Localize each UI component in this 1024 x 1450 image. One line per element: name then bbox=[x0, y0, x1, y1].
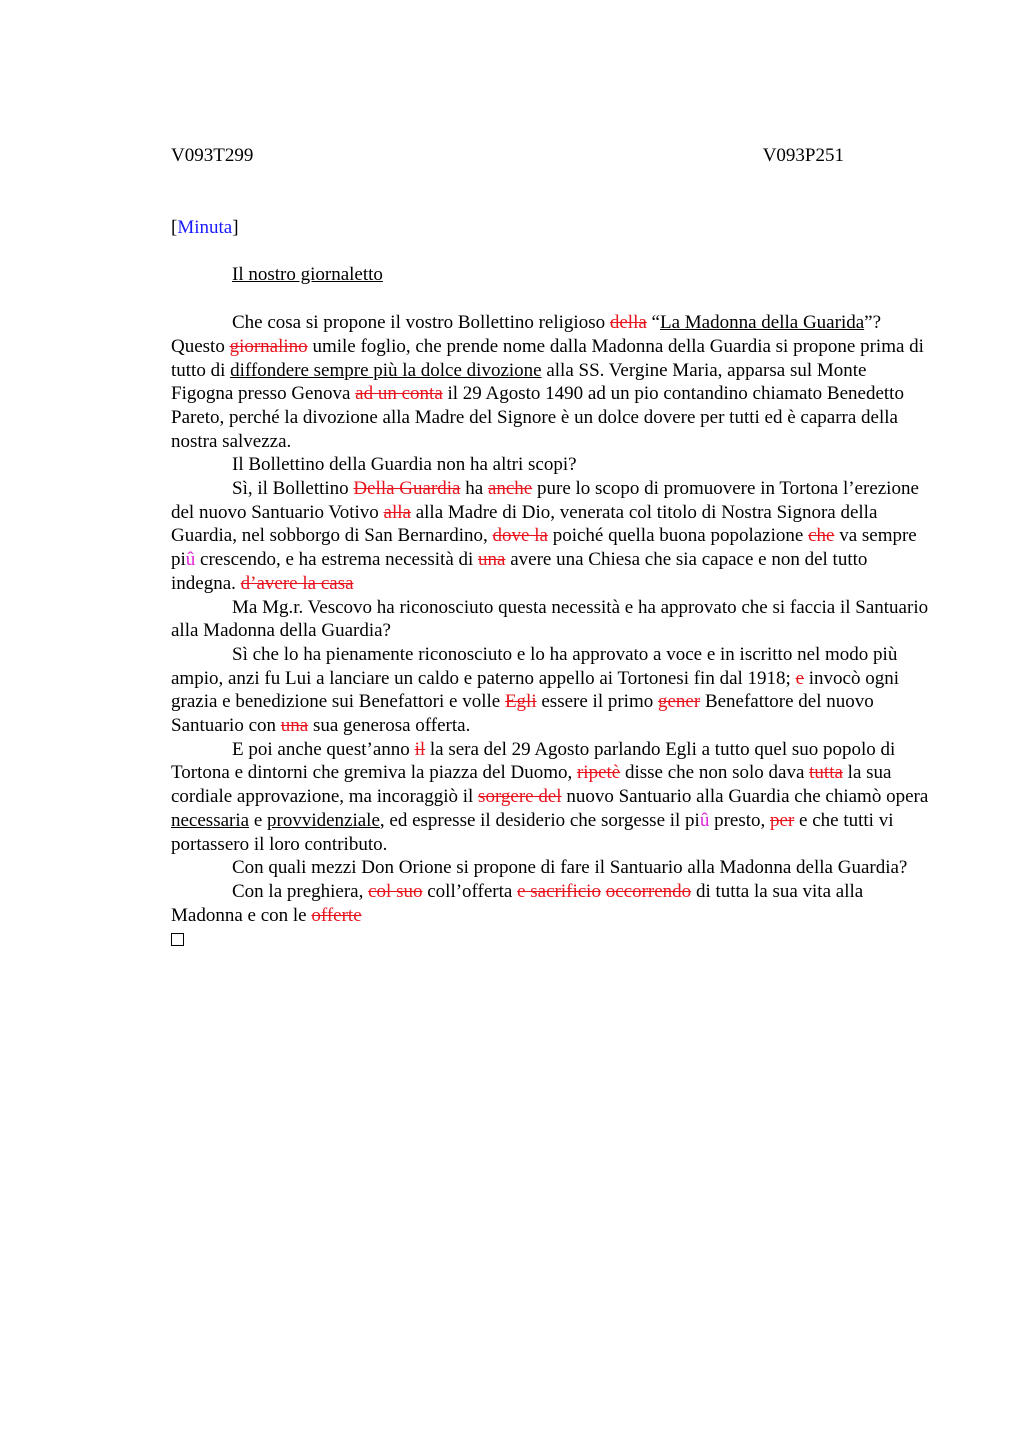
text-run: ”? Questo bbox=[171, 312, 882, 357]
end-square-marker bbox=[171, 933, 184, 946]
text-run: umile foglio, che prende nome dalla Madonna della Guardia si propone prima di tutto di bbox=[171, 335, 924, 381]
text-run: e bbox=[249, 809, 267, 831]
text-run: Che cosa si propone il vostro Bollettino religioso bbox=[232, 312, 610, 334]
deleted-text: tutta bbox=[809, 762, 843, 784]
deleted-text: e bbox=[795, 667, 805, 689]
text-run: invocò ogni grazia e benedizione sui Benefattori e volle bbox=[171, 667, 900, 713]
deleted-text: Egli bbox=[504, 691, 537, 713]
text-run: Con quali mezzi Don Orione si propone di fare il Santuario alla Madonna della Guardia? bbox=[232, 857, 908, 879]
paragraph bbox=[171, 596, 931, 643]
corrected-char: û bbox=[185, 549, 196, 571]
text-run: la sera del 29 Agosto parlando Egli a tutto quel suo popolo di Tortona e dintorni che gremiva la piazza del Duomo, bbox=[171, 738, 896, 784]
paragraph bbox=[171, 880, 931, 927]
document-page bbox=[171, 144, 931, 953]
left-code: V093T299 bbox=[171, 145, 254, 166]
underlined-text: necessaria bbox=[171, 809, 250, 831]
text-run: Sì che lo ha pienamente riconosciuto e lo ha approvato a voce e in iscritto nel modo più ampio, anzi fu Lui a lanciare un caldo e paterno appello ai Tortonesi fin dal 1918; bbox=[171, 643, 898, 689]
text-run: Benefattore del nuovo Santuario con bbox=[171, 691, 874, 737]
corrected-char: û bbox=[699, 809, 710, 831]
deleted-text: col suo bbox=[368, 880, 423, 902]
text-run: Con la preghiera, bbox=[232, 880, 369, 902]
deleted-text: gener bbox=[657, 691, 701, 713]
deleted-text: d’avere la casa bbox=[240, 572, 354, 594]
text-run: sua generosa offerta. bbox=[308, 715, 471, 737]
deleted-text: una bbox=[478, 549, 506, 571]
text-run: va sempre pi bbox=[171, 525, 917, 571]
right-code: V093P251 bbox=[762, 145, 844, 166]
deleted-text: il bbox=[414, 738, 426, 760]
text-run: pure lo scopo di promuovere in Tortona l’erezione del nuovo Santuario Votivo bbox=[171, 478, 919, 523]
text-run: presto, bbox=[709, 809, 771, 831]
underlined-text: La Madonna della Guarida bbox=[659, 312, 865, 334]
deleted-text: Della Guardia bbox=[353, 478, 461, 500]
paragraph bbox=[171, 643, 931, 738]
document-body bbox=[171, 311, 931, 927]
text-run: avere una Chiesa che sia capace e non del tutto indegna. bbox=[171, 549, 868, 594]
text-run: disse che non solo dava bbox=[620, 762, 810, 784]
deleted-text: giornalino bbox=[229, 335, 308, 357]
deleted-text: dove la bbox=[492, 525, 548, 547]
text-run: nuovo Santuario alla Guardia che chiamò opera bbox=[561, 786, 929, 808]
text-run: essere il primo bbox=[536, 691, 658, 713]
text-run: , ed espresse il desiderio che sorgesse il pi bbox=[379, 809, 700, 831]
minuta-label: Minuta bbox=[177, 216, 233, 238]
deleted-text: e sacrificio bbox=[517, 880, 601, 902]
deleted-text: alla bbox=[383, 501, 411, 523]
deleted-text: sorgere del bbox=[478, 786, 562, 808]
text-run: e che tutti vi portassero il loro contributo. bbox=[171, 809, 894, 855]
paragraph bbox=[171, 738, 931, 857]
text-run: Ma Mg.r. Vescovo ha riconosciuto questa necessità e ha approvato che si faccia il Santuario alla Madonna della Guardia? bbox=[171, 596, 929, 642]
paragraph bbox=[171, 477, 931, 596]
text-run: la sua cordiale approvazione, ma incoraggiò il bbox=[171, 762, 892, 808]
minuta-tag: [Minuta] bbox=[171, 216, 239, 238]
deleted-text: occorrendo bbox=[605, 880, 692, 902]
underlined-text: diffondere sempre più la dolce divozione bbox=[230, 359, 542, 381]
paragraph bbox=[171, 856, 931, 880]
text-run: “ bbox=[646, 312, 660, 334]
text-run: coll’offerta bbox=[422, 880, 518, 902]
underlined-text: provvidenziale bbox=[267, 809, 380, 831]
paragraph bbox=[171, 453, 931, 477]
text-run: Il Bollettino della Guardia non ha altri scopi? bbox=[232, 454, 577, 476]
text-run: ha bbox=[460, 478, 488, 500]
document-title: Il nostro giornaletto bbox=[232, 264, 383, 286]
document-header bbox=[171, 144, 844, 168]
text-run: alla Madre di Dio, venerata col titolo di Nostra Signora della Guardia, nel sobborgo di San Bernardino, bbox=[171, 501, 878, 547]
text-run: alla SS. Vergine Maria, apparsa sul Monte Figogna presso Genova bbox=[171, 359, 867, 405]
text-run: il 29 Agosto 1490 ad un pio contandino chiamato Benedetto Pareto, perché la divozione alla Madre del Signore è un dolce dovere per tutti ed è caparra della nostra salvezza. bbox=[171, 383, 904, 452]
deleted-text: della bbox=[609, 312, 647, 334]
deleted-text: per bbox=[770, 809, 795, 831]
deleted-text: anche bbox=[487, 478, 533, 500]
text-run: E poi anche quest’anno bbox=[232, 738, 415, 760]
paragraph bbox=[171, 311, 931, 453]
text-run: di tutta la sua vita alla Madonna e con le bbox=[171, 880, 864, 926]
deleted-text: offerte bbox=[311, 904, 362, 926]
text-run: Sì, il Bollettino bbox=[232, 478, 354, 500]
text-run: crescendo, e ha estrema necessità di bbox=[195, 549, 479, 571]
deleted-text: che bbox=[808, 525, 835, 547]
deleted-text: ripetè bbox=[576, 762, 621, 784]
deleted-text: una bbox=[280, 715, 309, 737]
text-run: poiché quella buona popolazione bbox=[547, 525, 809, 547]
deleted-text: ad un conta bbox=[355, 383, 443, 405]
